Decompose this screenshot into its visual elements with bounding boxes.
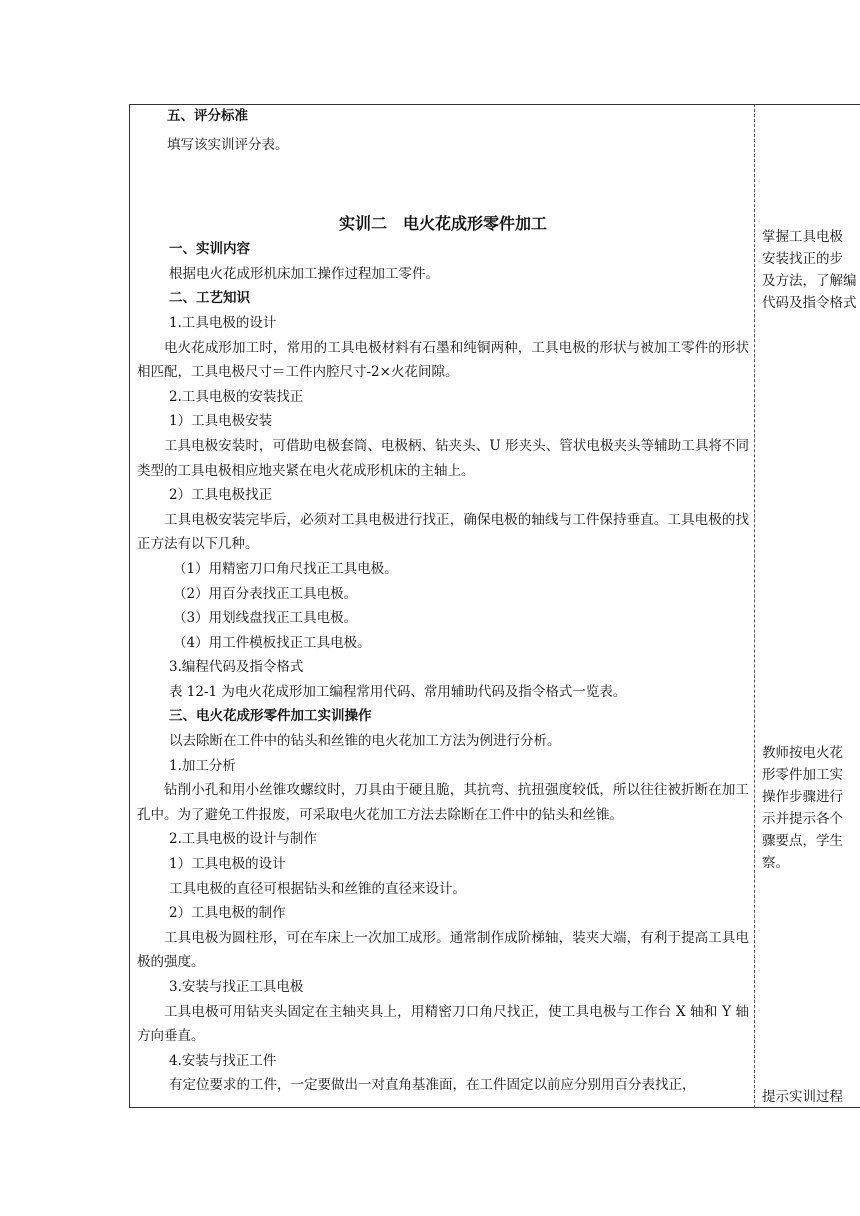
paragraph-2-2-1: 工具电极安装时，可借助电极套筒、电极柄、钻夹头、U 形夹头、管状电极夹头等辅助工具将不同类型的工具电极相应地夹紧在电火花成形机床的主轴上。 (137, 437, 749, 479)
subheading-3-2: 2.工具电极的设计与制作 (169, 831, 317, 848)
side-note-line: 及方法，了解编 (762, 273, 857, 289)
method-item: （4）用工件模板找正工具电极。 (173, 634, 371, 651)
side-note-line: 察。 (762, 855, 789, 871)
section1-text: 根据电火花成形机床加工操作过程加工零件。 (169, 265, 439, 282)
column-divider (754, 104, 755, 1108)
side-note-line: 教师按电火花 (762, 745, 843, 761)
side-note-line: 形零件加工实 (762, 767, 843, 783)
main-column (137, 104, 749, 1098)
subheading-3-3: 3.安装与找正工具电极 (169, 979, 304, 995)
side-note-line: 掌握工具电极 (762, 229, 843, 245)
method-item: （3）用划线盘找正工具电极。 (173, 610, 358, 627)
paragraph-3-4: 有定位要求的工件，一定要做出一对直角基准面，在工件固定以前应分别用百分表找正， (169, 1077, 696, 1094)
subheading-3-4: 4.安装与找正工件 (169, 1052, 277, 1069)
paragraph-2-1: 电火花成形加工时，常用的工具电极材料有石墨和纯铜两种，工具电极的形状与被加工零件的形状相匹配，工具电极尺寸＝工件内腔尺寸-2×火花间隙。 (137, 339, 749, 381)
side-note-line: 操作步骤进行 (762, 789, 843, 805)
section2-heading: 二、工艺知识 (169, 290, 250, 307)
subheading-2-1: 1.工具电极的设计 (169, 314, 277, 331)
side-note-line: 安装找正的步 (762, 251, 843, 267)
paragraph-3-2-2: 工具电极为圆柱形，可在车床上一次加工成形。通常制作成阶梯轴，装夹大端，有利于提高工具电极的强度。 (137, 929, 749, 971)
section1-heading: 一、实训内容 (169, 241, 250, 258)
section3-heading: 三、电火花成形零件加工实训操作 (169, 708, 372, 725)
side-note-line: 骤要点，学生 (762, 833, 843, 849)
subheading-2-2-1: 1）工具电极安装 (169, 413, 273, 430)
side-note-line: 提示实训过程 (762, 1089, 843, 1105)
paragraph-2-2-2: 工具电极安装完毕后，必须对工具电极进行找正，确保电极的轴线与工件保持垂直。工具电极的找正方法有以下几种。 (137, 511, 749, 553)
section3-text: 以去除断在工件中的钻头和丝锥的电火花加工方法为例进行分析。 (169, 733, 561, 750)
subheading-3-2-2: 2）工具电极的制作 (169, 905, 286, 922)
method-item: （2）用百分表找正工具电极。 (173, 585, 358, 602)
subheading-3-2-1: 1）工具电极的设计 (169, 856, 286, 873)
paragraph-3-2-1: 工具电极的直径可根据钻头和丝锥的直径来设计。 (169, 880, 466, 897)
document-title: 实训二 电火花成形零件加工 (338, 214, 547, 234)
side-note-objectives (762, 226, 860, 314)
subheading-2-2: 2.工具电极的安装找正 (169, 388, 304, 405)
subheading-2-3: 3.编程代码及指令格式 (169, 659, 304, 676)
paragraph-2-3: 表 12-1 为电火花成形加工编程常用代码、常用辅助代码及指令格式一览表。 (169, 683, 627, 700)
section5-text: 填写该实训评分表。 (167, 136, 289, 153)
side-note-line: 代码及指令格式 (762, 295, 857, 311)
paragraph-3-1: 钻削小孔和用小丝锥攻螺纹时，刀具由于硬且脆，其抗弯、抗扭强度较低，所以往往被折断在加工孔中。为了避免工件报废，可采取电火花加工方法去除断在工件中的钻头和丝锥。 (137, 782, 749, 823)
subheading-3-1: 1.加工分析 (169, 757, 236, 774)
method-item: （1）用精密刀口角尺找正工具电极。 (173, 560, 398, 577)
section5-heading: 五、评分标准 (167, 108, 248, 124)
paragraph-3-3: 工具电极可用钻夹头固定在主轴夹具上，用精密刀口角尺找正，使工具电极与工作台 X 轴和 Y 轴方向垂直。 (137, 1003, 749, 1045)
side-note-process (762, 1086, 860, 1108)
side-note-line: 示并提示各个 (762, 811, 843, 827)
side-note-demonstration (762, 742, 860, 874)
subheading-2-2-2: 2）工具电极找正 (169, 487, 273, 504)
